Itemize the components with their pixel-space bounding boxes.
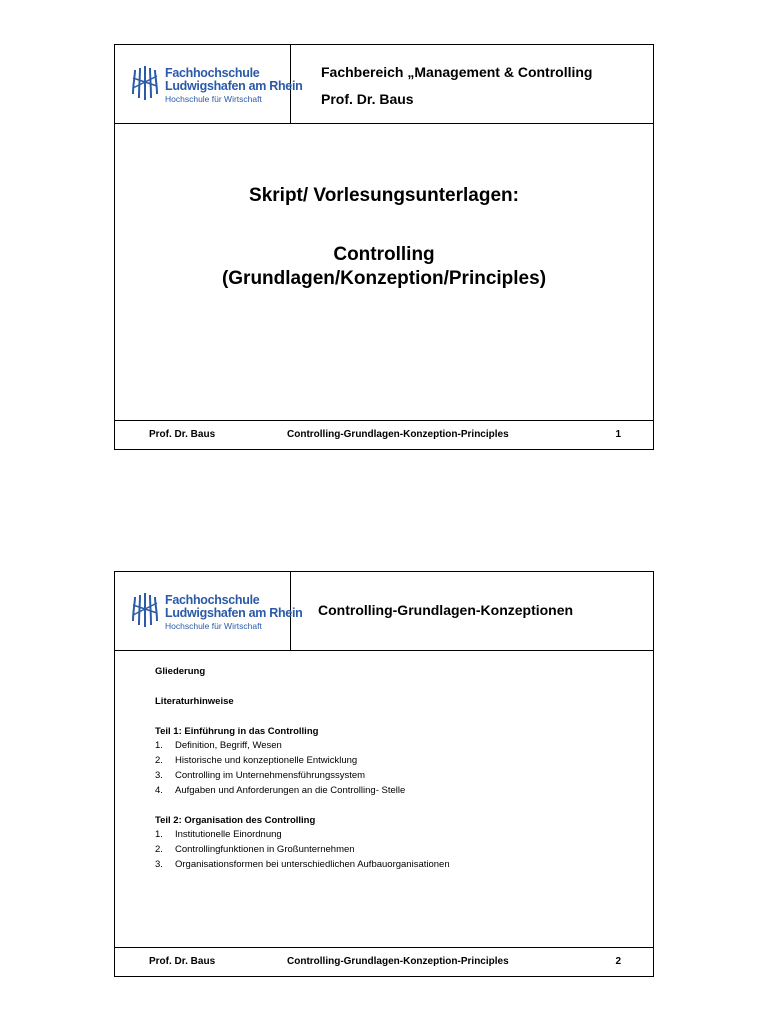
- logo: [115, 45, 303, 123]
- list-item: 1. Institutionelle Einordnung: [155, 829, 282, 841]
- logo-line-1: Fachhochschule: [165, 66, 260, 80]
- part-1-heading: Teil 1: Einführung in das Controlling: [155, 725, 319, 737]
- literature-heading: Literaturhinweise: [155, 695, 234, 707]
- slide-title: Controlling-Grundlagen-Konzeptionen: [318, 602, 574, 618]
- page-number: 1: [615, 429, 621, 440]
- logo-line-3: Hochschule für Wirtschaft: [165, 94, 262, 104]
- department-title: Fachbereich „Management & Controlling: [321, 64, 593, 80]
- slide-header: [115, 45, 653, 124]
- university-logo-icon: [131, 591, 159, 631]
- outline: [155, 665, 450, 873]
- slide-header: [115, 572, 653, 651]
- list-item: 1. Definition, Begriff, Wesen: [155, 740, 282, 752]
- list-item: 3. Controlling im Unternehmensführungssystem: [155, 769, 366, 781]
- list-item: 2. Controllingfunktionen in Großunternehmen: [155, 844, 355, 856]
- logo-text: [165, 67, 302, 105]
- logo-line-1: Fachhochschule: [165, 593, 260, 607]
- logo-line-2: Ludwigshafen am Rhein: [165, 606, 303, 620]
- outline-heading: Gliederung: [155, 666, 206, 677]
- footer-author: Prof. Dr. Baus: [149, 429, 216, 440]
- part-2-heading: Teil 2: Organisation des Controlling: [155, 814, 316, 826]
- logo-line-3: Hochschule für Wirtschaft: [165, 621, 262, 631]
- course-subtitle: (Grundlagen/Konzeption/Principles): [221, 268, 547, 289]
- university-logo-icon: [131, 64, 159, 104]
- professor-name: Prof. Dr. Baus: [321, 91, 414, 107]
- logo-line-2: Ludwigshafen am Rhein: [165, 79, 303, 93]
- footer-title: Controlling-Grundlagen-Konzeption-Principles: [287, 429, 509, 440]
- slide-1: [114, 44, 654, 450]
- page-number: 2: [615, 956, 621, 967]
- script-title: Skript/ Vorlesungsunterlagen:: [249, 185, 519, 206]
- list-item: 3. Organisationsformen bei unterschiedlichen Aufbauorganisationen: [155, 858, 450, 870]
- logo-text: [165, 594, 302, 632]
- footer-author: Prof. Dr. Baus: [149, 956, 216, 967]
- logo: [115, 572, 303, 650]
- course-title: Controlling: [333, 244, 435, 265]
- list-item: 4. Aufgaben und Anforderungen an die Controlling- Stelle: [155, 784, 406, 796]
- list-item: 2. Historische und konzeptionelle Entwicklung: [155, 755, 358, 767]
- slide-footer: [115, 420, 653, 449]
- slide-footer: [115, 947, 653, 976]
- footer-title: Controlling-Grundlagen-Konzeption-Principles: [287, 956, 509, 967]
- slide-2: [114, 571, 654, 977]
